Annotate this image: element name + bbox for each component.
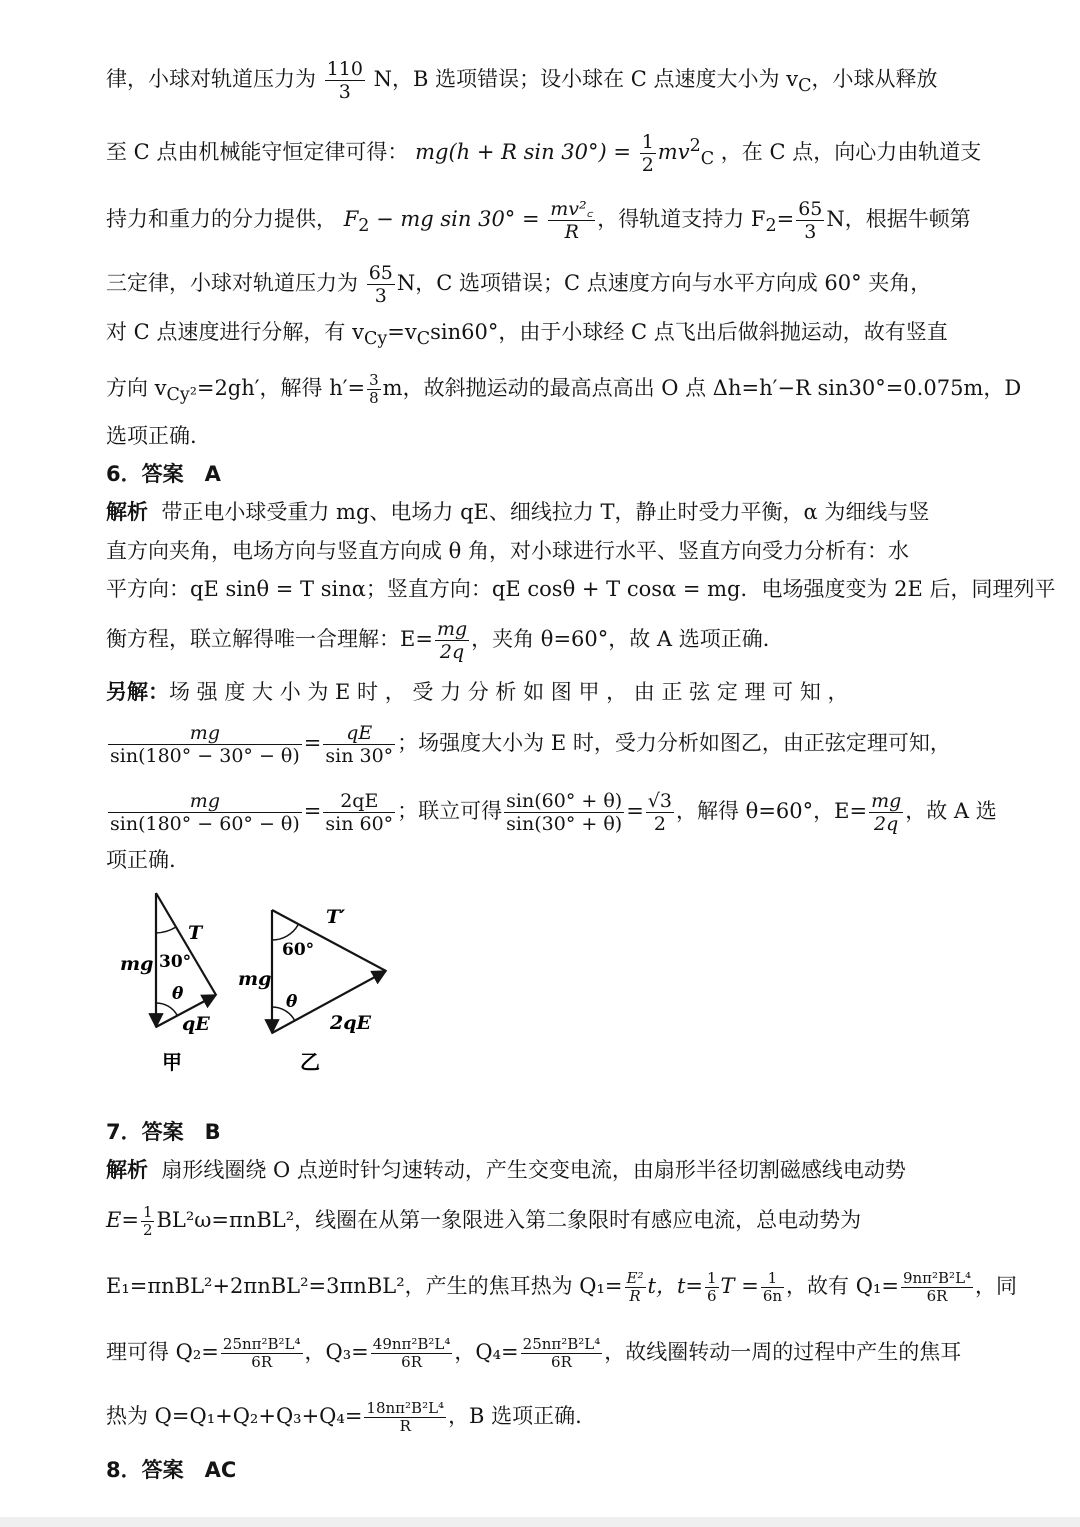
text: 场 强 度 大 小 为 E 时 ， 受 力 分 析 如 图 甲 ， 由 正 弦 定 理 可 知 ，	[169, 680, 849, 704]
text-line	[106, 130, 988, 176]
numerator: mv²꜀	[550, 198, 594, 220]
label-mg: mg	[238, 968, 272, 990]
angle-label: 60°	[282, 940, 315, 960]
text: 对 C 点速度进行分解，有 v	[106, 320, 364, 344]
numerator: 1	[707, 1269, 717, 1287]
fraction	[364, 1400, 446, 1435]
subscript: 2	[765, 216, 777, 237]
fraction	[323, 790, 395, 835]
text: E₁=πnBL²+2πnBL²=3πnBL²，产生的焦耳热为 Q₁=	[106, 1274, 623, 1298]
numerator: 1	[761, 1270, 784, 1288]
numerator: sin(60° + θ)	[506, 790, 623, 812]
text: ，故 A 选	[905, 799, 997, 823]
alt-solution-label: 另解：	[106, 680, 169, 704]
angle-label: θ	[172, 984, 184, 1004]
fraction	[367, 262, 395, 307]
fraction	[367, 372, 381, 407]
label-mg: mg	[120, 953, 154, 975]
triangle-jia	[120, 893, 216, 1074]
numerator: 9nπ²B²L⁴	[902, 1269, 972, 1287]
t-vector	[156, 893, 216, 995]
fraction	[435, 618, 469, 663]
text-line	[106, 198, 988, 243]
formula: T =	[720, 1274, 759, 1298]
text-line: 项正确.	[106, 848, 176, 872]
denominator: 2q	[439, 641, 465, 663]
text-line	[106, 371, 1022, 411]
subscript: C	[798, 76, 812, 97]
text-line	[106, 676, 988, 708]
fraction	[796, 198, 824, 243]
numerator: 110	[326, 58, 363, 80]
text: sin60°，由于小球经 C 点飞出后做斜抛运动，故有竖直	[430, 320, 948, 344]
numerator: 18nπ²B²L⁴	[366, 1399, 445, 1417]
angle-label: 30°	[159, 952, 192, 972]
denominator: 6	[707, 1287, 717, 1305]
text-line	[106, 722, 988, 767]
denominator: sin(30° + θ)	[506, 813, 623, 835]
label-qe: qE	[182, 1013, 210, 1035]
formula: F	[343, 207, 359, 231]
numerator: 1	[641, 131, 654, 153]
denominator: sin 60°	[325, 813, 394, 835]
text-line	[106, 316, 988, 355]
denominator: 6R	[551, 1353, 572, 1371]
text: =v	[387, 320, 417, 344]
angle-label: θ	[286, 992, 298, 1012]
angle-arc	[156, 927, 176, 933]
fraction	[640, 131, 656, 176]
denominator: 2	[641, 154, 654, 176]
label-t: T	[188, 922, 203, 944]
formula: mv	[657, 140, 690, 164]
denominator: 3	[374, 285, 387, 307]
text: ；场强度大小为 E 时，受力分析如图乙，由正弦定理可知，	[397, 731, 951, 755]
fraction	[108, 790, 302, 835]
formula: t，	[647, 1274, 677, 1298]
formula: t=	[676, 1274, 703, 1298]
text: 持力和重力的分力提供，	[106, 207, 337, 231]
numerator: 25nπ²B²L⁴	[222, 1335, 301, 1353]
text-line: 直方向夹角，电场方向与竖直方向成 θ 角，对小球进行水平、竖直方向受力分析有：水	[106, 539, 909, 563]
text-line	[106, 58, 988, 103]
text-line	[106, 790, 997, 835]
denominator: 2	[142, 1221, 153, 1239]
text: =	[776, 207, 795, 231]
numerator: E²	[626, 1269, 644, 1287]
analysis-label: 解析	[106, 1158, 148, 1182]
caption-jia: 甲	[162, 1050, 182, 1074]
text: BL²ω=πnBL²，线圈在从第一象限进入第二象限时有感应电流，总电动势为	[156, 1208, 862, 1232]
denominator: sin 30°	[325, 745, 394, 767]
subscript: C	[416, 329, 431, 350]
numerator: mg	[108, 790, 302, 813]
fraction	[325, 58, 365, 103]
text-line	[106, 618, 988, 663]
text: 三定律，小球对轨道压力为	[106, 271, 358, 295]
text: 衡方程，联立解得唯一合理解：E=	[106, 627, 433, 651]
numerator: 65	[368, 262, 393, 284]
text-line	[106, 1154, 988, 1186]
denominator: 8	[369, 389, 379, 407]
denominator: 2	[653, 813, 666, 835]
denominator: sin(180° − 60° − θ)	[110, 813, 300, 835]
numerator: 25nπ²B²L⁴	[522, 1335, 601, 1353]
text: ，在 C 点，向心力由轨道支	[720, 140, 982, 164]
fraction	[761, 1270, 784, 1305]
text: ，夹角 θ=60°，故 A 选项正确．	[471, 627, 784, 651]
answer-heading: 8．答案 AC	[106, 1458, 237, 1482]
text: 至 C 点由机械能守恒定律可得：	[106, 140, 409, 164]
text: N，B 选项错误；设小球在 C 点速度大小为 v	[373, 67, 799, 91]
fraction	[625, 1270, 646, 1305]
text-line	[106, 262, 988, 307]
text: ，得轨道支持力 F	[597, 207, 766, 231]
text: ，故线圈转动一周的过程中产生的焦耳	[604, 1340, 962, 1364]
fraction	[323, 722, 395, 767]
text: 方向 v	[106, 376, 167, 400]
text: N，根据牛顿第	[826, 207, 971, 231]
text-line	[106, 1336, 988, 1371]
fraction	[521, 1336, 603, 1371]
text-line	[106, 496, 988, 528]
text: ；联立可得	[397, 799, 503, 823]
text: =	[303, 799, 322, 823]
numerator: 1	[142, 1203, 153, 1221]
text: N，C 选项错误；C 点速度方向与水平方向成 60° 夹角，	[396, 271, 932, 295]
text: 扇形线圈绕 O 点逆时针匀速转动，产生交变电流，由扇形半径切割磁感线电动势	[161, 1158, 906, 1182]
angle-arc	[272, 925, 298, 940]
text: 带正电小球受重力 mg、电场力 qE、细线拉力 T，静止时受力平衡，α 为细线与竖	[161, 500, 930, 524]
text-line	[106, 1204, 988, 1239]
label-2qe: 2qE	[330, 1012, 371, 1034]
denominator: 2q	[874, 813, 899, 835]
text: ，解得 θ=60°，E=	[676, 799, 868, 823]
denominator: 3	[804, 221, 817, 243]
fraction	[504, 790, 624, 835]
fraction	[141, 1204, 155, 1239]
text: ，Q₃=	[304, 1340, 369, 1364]
page-bottom-edge	[0, 1517, 1080, 1527]
subscript: C	[700, 149, 715, 170]
denominator: 6n	[762, 1287, 783, 1305]
denominator: sin(180° − 30° − θ)	[110, 745, 300, 767]
subscript: Cy	[363, 329, 388, 350]
denominator: R	[629, 1287, 641, 1305]
answer-heading: 6．答案 A	[106, 462, 221, 486]
numerator: √3	[647, 790, 672, 812]
superscript: 2	[689, 136, 701, 156]
numerator: mg	[436, 618, 468, 640]
fraction	[869, 790, 903, 835]
text: =	[626, 799, 644, 823]
text: =2gh′，解得 h′=	[196, 376, 366, 400]
numerator: 49nπ²B²L⁴	[372, 1335, 451, 1353]
text-line: 选项正确.	[106, 424, 197, 448]
fraction	[646, 790, 674, 835]
formula: mg(h + R sin 30°) =	[415, 140, 631, 164]
text-line	[106, 1400, 988, 1435]
fraction	[901, 1270, 973, 1305]
fraction	[371, 1336, 453, 1371]
text: ，同	[975, 1274, 1018, 1298]
text: 理可得 Q₂=	[106, 1340, 219, 1364]
numerator: mg	[108, 722, 302, 745]
text: =	[303, 731, 322, 755]
label-t: T′	[326, 906, 346, 928]
subscript: Cy²	[166, 385, 197, 406]
answer-heading: 7．答案 B	[106, 1120, 221, 1144]
angle-arc	[156, 1003, 177, 1015]
force-diagram	[100, 885, 420, 1075]
fraction	[548, 198, 595, 243]
text: ，故有 Q₁=	[786, 1274, 899, 1298]
numerator: 65	[798, 198, 823, 220]
denominator: 6R	[401, 1353, 423, 1371]
text: ，小球从释放	[811, 67, 938, 91]
subscript: 2	[358, 216, 370, 237]
formula: − mg sin 30° =	[369, 207, 540, 231]
text-line: 平方向：qE sinθ = T sinα；竖直方向：qE cosθ + T cosα = mg．电场强度变为 2E 后，同理列平	[106, 577, 1056, 601]
caption-yi: 乙	[300, 1050, 320, 1074]
numerator: mg	[871, 790, 902, 812]
numerator: 2qE	[323, 790, 395, 813]
fraction	[108, 722, 302, 767]
formula: E=	[106, 1208, 139, 1232]
text: 律，小球对轨道压力为	[106, 67, 316, 91]
triangle-yi	[238, 906, 386, 1074]
denominator: R	[399, 1417, 411, 1435]
analysis-label: 解析	[106, 500, 148, 524]
fraction	[705, 1270, 719, 1305]
denominator: 3	[338, 81, 351, 103]
text: ，Q₄=	[454, 1340, 519, 1364]
numerator: 3	[369, 371, 379, 389]
denominator: 6R	[926, 1287, 948, 1305]
text: m，故斜抛运动的最高点高出 O 点 Δh=h′−R sin30°=0.075m，D	[382, 376, 1022, 400]
text: 热为 Q=Q₁+Q₂+Q₃+Q₄=	[106, 1404, 363, 1428]
denominator: 6R	[251, 1353, 273, 1371]
text: ，B 选项正确.	[448, 1404, 582, 1428]
text-line	[106, 1269, 1018, 1305]
denominator: R	[564, 221, 579, 243]
fraction	[221, 1336, 303, 1371]
numerator: qE	[323, 722, 395, 745]
